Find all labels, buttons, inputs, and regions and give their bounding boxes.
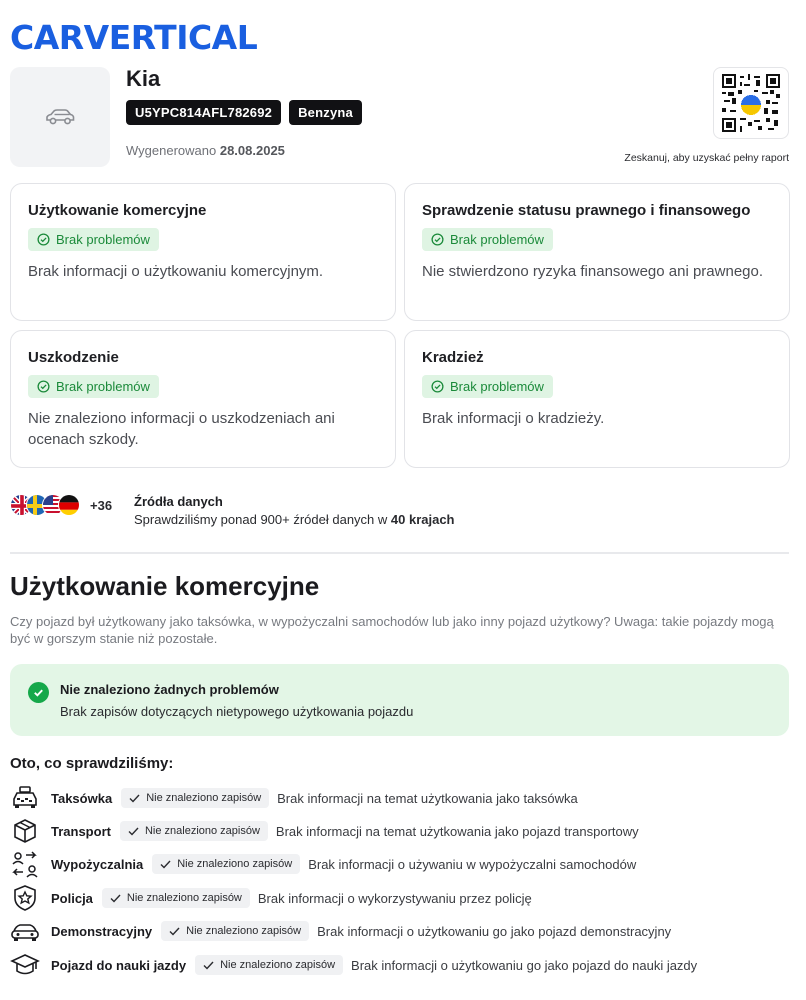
- no-records-badge: Nie znaleziono zapisów: [102, 888, 250, 908]
- check-item-driving-school: [10, 950, 697, 980]
- check-circle-icon: [28, 682, 49, 703]
- check-icon: [160, 860, 171, 869]
- check-circle-icon: [37, 380, 50, 393]
- check-icon: [128, 827, 139, 836]
- card-text: Nie stwierdzono ryzyka finansowego ani prawnego.: [422, 263, 764, 280]
- taxi-icon: [10, 783, 40, 813]
- card-text: Nie znaleziono informacji o uszkodzeniach ani ocenach szkody.: [28, 410, 335, 448]
- check-item-label: Taksówka: [51, 790, 113, 806]
- demo-car-icon: [10, 916, 40, 946]
- no-records-badge: Nie znaleziono zapisów: [152, 854, 300, 874]
- status-badge: Brak problemów: [422, 228, 553, 251]
- check-icon: [110, 894, 121, 903]
- result-text: Brak zapisów dotyczących nietypowego użytkowania pojazdu: [60, 704, 414, 719]
- check-item-label: Demonstracyjny: [51, 923, 153, 939]
- card-commercial-use: [10, 183, 396, 321]
- check-item-text: Brak informacji na temat użytkowania jako taksówka: [277, 790, 578, 806]
- graduation-cap-icon: [10, 950, 40, 980]
- qr-code[interactable]: [713, 67, 789, 139]
- check-icon: [169, 927, 180, 936]
- card-title: Sprawdzenie statusu prawnego i finansowego: [422, 202, 751, 219]
- no-records-badge: Nie znaleziono zapisów: [120, 821, 268, 841]
- card-title: Kradzież: [422, 349, 484, 366]
- data-sources-info: [134, 494, 455, 527]
- card-damage: [10, 330, 396, 468]
- check-item-text: Brak informacji o użytkowaniu go jako pojazd demonstracyjny: [317, 923, 672, 939]
- section-title: Użytkowanie komercyjne: [10, 571, 320, 601]
- check-item-police: [10, 883, 532, 913]
- check-item-label: Wypożyczalnia: [51, 856, 144, 872]
- check-circle-icon: [431, 233, 444, 246]
- data-sources-subtitle: Sprawdziliśmy ponad 900+ źródeł danych w 40 krajach: [134, 512, 455, 527]
- check-item-rental: [10, 849, 636, 879]
- fuel-tag: Benzyna: [289, 100, 362, 125]
- carvertical-logo: CARVERTICAL: [10, 18, 258, 57]
- check-item-text: Brak informacji o użytkowaniu go jako pojazd do nauki jazdy: [351, 957, 698, 973]
- checked-list-title: Oto, co sprawdziliśmy:: [10, 755, 174, 772]
- box-icon: [10, 816, 40, 846]
- check-item-label: Policja: [51, 890, 93, 906]
- no-records-badge: Nie znaleziono zapisów: [121, 788, 269, 808]
- car-icon: [44, 107, 76, 127]
- qr-caption: Zeskanuj, aby uzyskać pełny raport: [624, 152, 789, 164]
- check-circle-icon: [37, 233, 50, 246]
- card-text: Brak informacji o użytkowaniu komercyjnym.: [28, 263, 324, 280]
- data-sources-flags: [10, 494, 112, 516]
- section-divider: [10, 552, 789, 554]
- check-item-text: Brak informacji na temat użytkowania jako pojazd transportowy: [275, 823, 639, 839]
- card-title: Uszkodzenie: [28, 349, 119, 366]
- check-item-transport: [10, 816, 639, 846]
- section-description: Czy pojazd był użytkowany jako taksówka, w wypożyczalni samochodów lub jako inny pojazd użytkowy? Uwaga: takie pojazdy mogą być w gorszym stanie niż pozostałe.: [10, 614, 774, 646]
- data-sources-title: Źródła danych: [134, 494, 223, 509]
- result-title: Nie znaleziono żadnych problemów: [60, 682, 279, 697]
- card-title: Użytkowanie komercyjne: [28, 202, 207, 219]
- card-text: Brak informacji o kradzieży.: [422, 410, 605, 427]
- check-icon: [129, 794, 140, 803]
- vehicle-make: Kia: [126, 66, 161, 91]
- police-badge-icon: [10, 883, 40, 913]
- status-badge: Brak problemów: [422, 375, 553, 398]
- check-circle-icon: [431, 380, 444, 393]
- check-icon: [203, 961, 214, 970]
- card-legal-financial: [404, 183, 790, 321]
- result-summary: [10, 664, 789, 736]
- check-item-taxi: [10, 783, 578, 813]
- card-theft: [404, 330, 790, 468]
- no-records-badge: Nie znaleziono zapisów: [161, 921, 309, 941]
- status-badge: Brak problemów: [28, 375, 159, 398]
- check-item-demo: [10, 916, 671, 946]
- extra-countries-count: +36: [90, 497, 113, 513]
- generated-date: Wygenerowano 28.08.2025: [126, 143, 285, 158]
- germany-flag-icon: [58, 494, 80, 516]
- rental-icon: [10, 849, 40, 879]
- check-item-label: Transport: [51, 823, 111, 839]
- vehicle-thumbnail: [10, 67, 110, 167]
- status-badge: Brak problemów: [28, 228, 159, 251]
- check-item-label: Pojazd do nauki jazdy: [51, 957, 187, 973]
- no-records-badge: Nie znaleziono zapisów: [195, 955, 343, 975]
- qr-code-icon: [722, 74, 780, 132]
- check-item-text: Brak informacji o wykorzystywaniu przez policję: [257, 890, 532, 906]
- vin-tag: U5YPC814AFL782692: [126, 100, 281, 125]
- check-item-text: Brak informacji o używaniu w wypożyczalni samochodów: [308, 856, 637, 872]
